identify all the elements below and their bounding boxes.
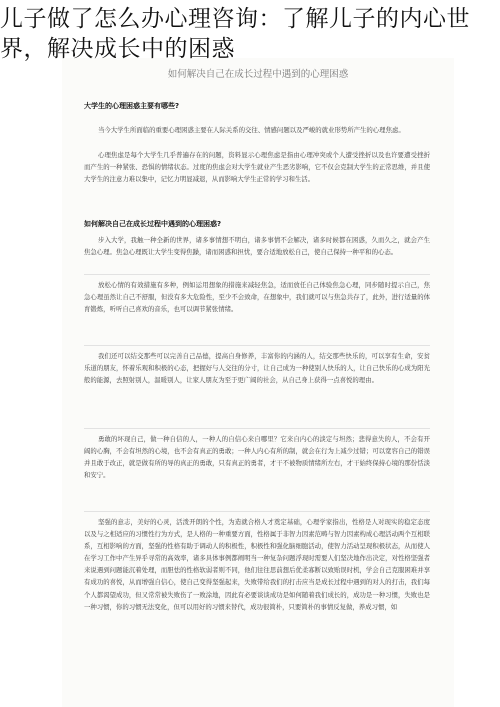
section-heading-1: 大学生的心理困惑主要有哪些? xyxy=(84,102,180,110)
divider xyxy=(84,274,430,275)
scanned-article xyxy=(62,58,454,707)
paragraph: 勇敢的坏现自己，做一种自信的人，一种人的自信心来自哪里？它来自内心的淡定与坦然；悲得意失的人，不会有开阔的心胸，不会有坦然的心境，也不会有真正的勇敢；一种人内心有所的制，就会在行为上减少过错；可以宽容自己的错误并且敢于改正，就是做有所的导的真正的勇敢，只有真正的勇者，才干不被物质情绪所左右，才干始终保持心境的那份恬淡和安宁。 xyxy=(84,435,430,480)
paragraph: 当今大学生所面临的重要心理困惑主要在人际关系的交往、情感问题以及严峻的就业形势所产生的心理焦虑。 xyxy=(98,126,405,134)
divider xyxy=(84,345,430,346)
paragraph: 我们还可以结交那些可以完善自己品德，提高自身修养，丰富你的内涵的人，结交那些快乐的，可以享有生命，安贫乐道的朋友，怀着乐观和积极的心态，把握好与人交往的分寸，让自己成为一种使别人快乐的人，让自己快乐的心成为阳光般的能源，去照射别人，温暖别人，让家人朋友为至于更广阔的社会，从自己身上获得一点喜悦的理由。 xyxy=(84,352,430,385)
paragraph: 步入大学，我触一种全新的世界，诸多事情想不明白，诸多事情不会解决，诸多时候都在困惑，久而久之，就会产生焦急心理。焦急心理既让大学生变得焦躁，诸而困惑和担忧，要合适地放松自己，使自己保持一种平和的心态。 xyxy=(84,236,430,257)
paragraph: 放松心情的有效措施有多种，例如运用想象的措施来减轻焦急，适而放任自己体验焦急心理，同步随时提示自己，焦急心理虽然让自己不舒服，但没有多大危险性，至少不会致命，在想象中，我们就可以与焦急共存了，此外，进行适量的体育锻炼，听听自己喜欢的音乐，也可以调节紧张情绪。 xyxy=(84,281,430,314)
section-heading-2: 如何解决自己在成长过程中遇到的心理困惑? xyxy=(84,220,222,228)
paragraph: 坚强的意志，美好的心灵，活泼开朗的个性，为造就合格人才奠定基础，心理学家指出，性格是人对现实的稳定态度以及与之相适应的习惯性行为方式，是人格的一种重要方面，性格属于非智力因素范畴与智力因素构成心理活动两个互相联系，互相影响的方面，坚强的性格有助于调动人的积极性，积极性和强化脑细胞活动，使智力活动呈现积极状态，从而使人在学习工作中产生异乎寻常的高效率，诸多具体事例都阐明当一种复杂问题浮现时需要人们坚决地作出决定，对性格坚强者来说遇到问题能沉着处理，而胆怯的性格软弱者则不同，他们往往思前想后优柔寡断以致贻误时机，学会自己克服困难并享有成功的喜悦，从而增强自信心，使自己变得坚强起来，失败带给我们的打击应当是成长过程中遇到的对人的打击，我们每个人都渴望成功，但又常常被失败伤了一败涂地，因此有必要谈谈成功是如何随着我们成长的，成功是一种习惯，失败也是一种习惯，你的习惯无法变化，但可以用好的习惯来替代，成功很简朴，只要简朴的事情反复做，养成习惯，如 xyxy=(84,518,430,611)
divider xyxy=(84,511,430,512)
divider xyxy=(84,428,430,429)
page-headline: 儿子做了怎么办心理咨询：了解儿子的内心世界，解决成长中的困惑 xyxy=(0,6,470,62)
paragraph: 心理焦虑是每个大学生几乎普遍存在的问题，资料显示心理焦虑是指由心理冲突或个人遭受挫折以及也许要遭受挫折而产生的一种紧张、恐惧的情绪状态。过度的焦虑会对大学生就业产生恶劣影响，它不仅会克制大学生的正常思维，并且使大学生的注意力难以集中，记忆力明显减退，从而影响大学生正常的学习和生活。 xyxy=(84,151,430,184)
article-subtitle: 如何解决自己在成长过程中遇到的心理困惑 xyxy=(167,69,349,80)
